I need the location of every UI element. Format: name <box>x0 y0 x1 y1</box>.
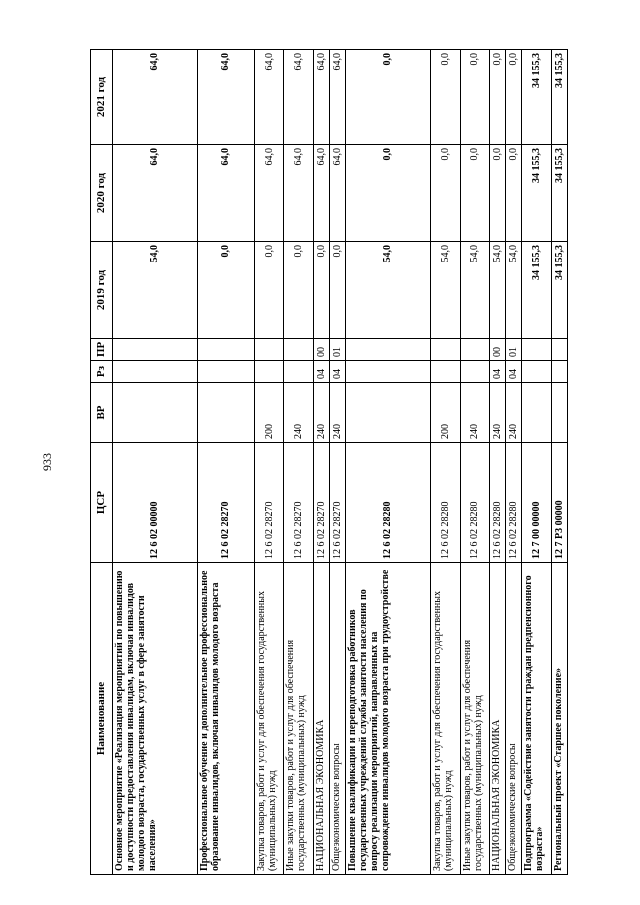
table-row <box>430 50 460 875</box>
cell-pr: 01 <box>330 339 346 361</box>
cell-rz <box>113 361 198 383</box>
cell-vr <box>197 383 254 443</box>
cell-pr <box>460 339 490 361</box>
cell-name: Профессиональное обучение и дополнительное профессиональное образование инвалидов, включая инвалидов молодого возраста <box>197 563 254 875</box>
cell-rz <box>430 361 460 383</box>
cell-csr: 12 6 02 28280 <box>430 443 460 563</box>
cell-rz: 04 <box>330 361 346 383</box>
budget-table-container <box>90 50 568 875</box>
cell-name: Общеэкономические вопросы <box>330 563 346 875</box>
cell-csr: 12 7 P3 00000 <box>551 443 567 563</box>
cell-name: Иные закупки товаров, работ и услуг для обеспечения государственных (муниципальных) нужд <box>460 563 490 875</box>
cell-csr: 12 6 02 28270 <box>254 443 284 563</box>
header-name: Наименование <box>91 563 113 875</box>
cell-2020: 64,0 <box>254 145 284 242</box>
cell-2019: 34 155,3 <box>551 242 567 339</box>
cell-2019: 0,0 <box>284 242 314 339</box>
cell-2021: 0,0 <box>346 50 431 145</box>
cell-pr: 00 <box>314 339 330 361</box>
cell-vr: 240 <box>506 383 522 443</box>
header-rz: Рз <box>91 361 113 383</box>
cell-2020: 34 155,3 <box>522 145 552 242</box>
header-vr: ВР <box>91 383 113 443</box>
cell-2021: 0,0 <box>430 50 460 145</box>
cell-rz <box>346 361 431 383</box>
cell-2019: 54,0 <box>346 242 431 339</box>
cell-rz <box>254 361 284 383</box>
cell-2019: 54,0 <box>430 242 460 339</box>
cell-csr: 12 6 02 28270 <box>314 443 330 563</box>
cell-pr <box>522 339 552 361</box>
cell-2019: 54,0 <box>113 242 198 339</box>
cell-rz <box>197 361 254 383</box>
cell-2019: 0,0 <box>314 242 330 339</box>
cell-rz <box>551 361 567 383</box>
cell-2020: 64,0 <box>330 145 346 242</box>
cell-csr: 12 7 00 00000 <box>522 443 552 563</box>
header-row <box>91 50 113 875</box>
cell-2020: 0,0 <box>430 145 460 242</box>
cell-2020: 0,0 <box>346 145 431 242</box>
cell-csr: 12 6 02 28280 <box>506 443 522 563</box>
cell-rz <box>284 361 314 383</box>
cell-2020: 64,0 <box>197 145 254 242</box>
cell-csr: 12 6 02 28280 <box>490 443 506 563</box>
cell-2019: 34 155,3 <box>522 242 552 339</box>
cell-csr: 12 6 02 28280 <box>460 443 490 563</box>
cell-2021: 34 155,3 <box>551 50 567 145</box>
header-2021: 2021 год <box>91 50 113 145</box>
cell-2021: 64,0 <box>113 50 198 145</box>
cell-name: Закупка товаров, работ и услуг для обеспечения государственных (муниципальных) нужд <box>254 563 284 875</box>
cell-2019: 54,0 <box>506 242 522 339</box>
table-row <box>346 50 431 875</box>
cell-2021: 64,0 <box>254 50 284 145</box>
cell-name: Региональный проект «Старшее поколение» <box>551 563 567 875</box>
cell-vr: 240 <box>460 383 490 443</box>
cell-2021: 0,0 <box>506 50 522 145</box>
header-csr: ЦСР <box>91 443 113 563</box>
table-row <box>284 50 314 875</box>
cell-2019: 54,0 <box>490 242 506 339</box>
cell-2020: 0,0 <box>460 145 490 242</box>
cell-rz: 04 <box>506 361 522 383</box>
cell-2020: 64,0 <box>314 145 330 242</box>
cell-pr <box>551 339 567 361</box>
header-pr: ПР <box>91 339 113 361</box>
cell-csr: 12 6 02 28270 <box>284 443 314 563</box>
cell-2021: 64,0 <box>330 50 346 145</box>
cell-vr: 200 <box>430 383 460 443</box>
cell-vr: 240 <box>284 383 314 443</box>
cell-2019: 0,0 <box>254 242 284 339</box>
cell-2019: 0,0 <box>197 242 254 339</box>
cell-2020: 64,0 <box>284 145 314 242</box>
cell-2019: 54,0 <box>460 242 490 339</box>
cell-2020: 0,0 <box>506 145 522 242</box>
cell-2021: 64,0 <box>197 50 254 145</box>
cell-2021: 34 155,3 <box>522 50 552 145</box>
table-row <box>522 50 552 875</box>
cell-2021: 64,0 <box>314 50 330 145</box>
cell-rz <box>460 361 490 383</box>
budget-table <box>90 49 568 875</box>
cell-rz: 04 <box>490 361 506 383</box>
cell-csr: 12 6 02 28270 <box>197 443 254 563</box>
cell-name: Общеэкономические вопросы <box>506 563 522 875</box>
cell-vr: 240 <box>314 383 330 443</box>
table-row <box>254 50 284 875</box>
cell-vr <box>522 383 552 443</box>
table-row <box>490 50 506 875</box>
cell-vr: 240 <box>490 383 506 443</box>
cell-2020: 64,0 <box>113 145 198 242</box>
page-number: 933 <box>40 453 54 471</box>
cell-vr <box>113 383 198 443</box>
cell-rz: 04 <box>314 361 330 383</box>
cell-pr <box>346 339 431 361</box>
table-row <box>197 50 254 875</box>
cell-name: НАЦИОНАЛЬНАЯ ЭКОНОМИКА <box>314 563 330 875</box>
cell-2021: 0,0 <box>490 50 506 145</box>
header-2020: 2020 год <box>91 145 113 242</box>
cell-pr: 00 <box>490 339 506 361</box>
cell-pr <box>430 339 460 361</box>
cell-rz <box>522 361 552 383</box>
table-row <box>113 50 198 875</box>
header-2019: 2019 год <box>91 242 113 339</box>
cell-name: Закупка товаров, работ и услуг для обеспечения государственных (муниципальных) нужд <box>430 563 460 875</box>
cell-2021: 0,0 <box>460 50 490 145</box>
cell-vr: 200 <box>254 383 284 443</box>
cell-name: НАЦИОНАЛЬНАЯ ЭКОНОМИКА <box>490 563 506 875</box>
cell-name: Иные закупки товаров, работ и услуг для обеспечения государственных (муниципальных) нужд <box>284 563 314 875</box>
cell-csr: 12 6 02 00000 <box>113 443 198 563</box>
cell-pr <box>284 339 314 361</box>
cell-2020: 0,0 <box>490 145 506 242</box>
cell-pr <box>254 339 284 361</box>
cell-2021: 64,0 <box>284 50 314 145</box>
cell-csr: 12 6 02 28280 <box>346 443 431 563</box>
cell-2019: 0,0 <box>330 242 346 339</box>
cell-vr <box>346 383 431 443</box>
table-row <box>314 50 330 875</box>
table-row <box>506 50 522 875</box>
cell-vr <box>551 383 567 443</box>
cell-vr: 240 <box>330 383 346 443</box>
table-row <box>551 50 567 875</box>
cell-name: Повышение квалификации и переподготовка работников государственных учреждений службы занятости населения по вопросу реализации мероприятий, направленных на сопровождение инвалидов молодого возраста при трудоустройстве <box>346 563 431 875</box>
cell-name: Подпрограмма «Содействие занятости граждан предпенсионного возраста» <box>522 563 552 875</box>
cell-csr: 12 6 02 28270 <box>330 443 346 563</box>
table-row <box>330 50 346 875</box>
table-row <box>460 50 490 875</box>
cell-2020: 34 155,3 <box>551 145 567 242</box>
cell-pr <box>113 339 198 361</box>
cell-pr: 01 <box>506 339 522 361</box>
cell-name: Основное мероприятие «Реализация мероприятий по повышению и доступности предоставления инвалидам, включая инвалидов молодого возраста, государственных услуг в сфере занятости населения» <box>113 563 198 875</box>
cell-pr <box>197 339 254 361</box>
